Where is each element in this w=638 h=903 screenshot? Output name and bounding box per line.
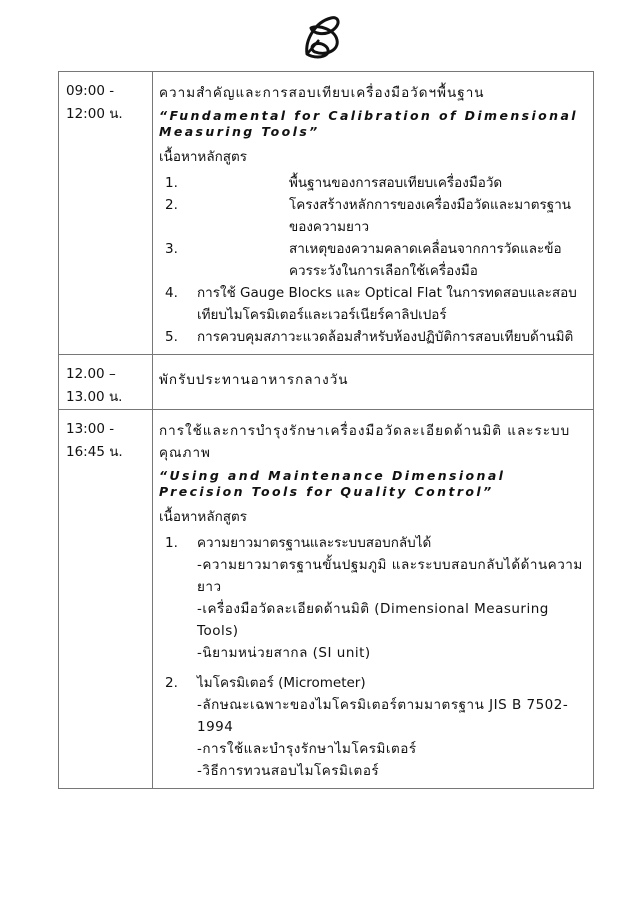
list-item [159, 172, 583, 194]
session-content [153, 355, 594, 410]
item-number: 1. [165, 175, 178, 191]
item-number: 1. [165, 535, 178, 551]
item-text: โครงสร้างหลักการของเครื่องมือวัดและมาตรฐานของความยาว [289, 197, 571, 235]
item-text: การควบคุมสภาวะแวดล้อมสำหรับห้องปฏิบัติการสอบเทียบด้านมิติ [197, 329, 574, 345]
time-text: 09:00 - 12:00 น. [66, 83, 123, 122]
item-number: 4. [165, 285, 178, 301]
time-text: 12.00 – 13.00 น. [66, 366, 123, 405]
schedule-table [58, 71, 594, 789]
item-detail: -การใช้และบำรุงรักษาไมโครมิเตอร์ [197, 741, 417, 757]
item-detail: -เครื่องมือวัดละเอียดด้านมิติ (Dimensional Measuring Tools) [197, 601, 549, 639]
syllabus-list [159, 172, 583, 348]
item-number: 2. [165, 675, 178, 691]
schedule-row-lunch [59, 355, 594, 410]
session-title-en: “Using and Maintenance Dimensional Precision Tools for Quality Control” [159, 468, 506, 499]
syllabus-heading: เนื้อหาหลักสูตร [159, 509, 248, 525]
item-number: 2. [165, 197, 178, 213]
session-content [153, 72, 594, 355]
list-item [159, 238, 583, 282]
session-title-en: “Fundamental for Calibration of Dimensional Measuring Tools” [159, 108, 578, 139]
item-detail: -วิธีการทวนสอบไมโครมิเตอร์ [197, 763, 380, 779]
item-detail: -ลักษณะเฉพาะของไมโครมิเตอร์ตามมาตรฐาน JIS B 7502-1994 [197, 697, 569, 735]
list-item [159, 672, 583, 782]
session-content [153, 410, 594, 789]
item-number: 3. [165, 241, 178, 257]
schedule-row-morning [59, 72, 594, 355]
schedule-row-afternoon [59, 410, 594, 789]
session-time [59, 410, 153, 789]
session-time [59, 72, 153, 355]
list-item [159, 532, 583, 664]
syllabus-list [159, 532, 583, 782]
item-text: สาเหตุของความคลาดเคลื่อนจากการวัดและข้อควรระวังในการเลือกใช้เครื่องมือ [289, 241, 562, 279]
list-item [159, 282, 583, 326]
item-detail: -นิยามหน่วยสากล (SI unit) [197, 645, 371, 661]
item-text: ความยาวมาตรฐานและระบบสอบกลับได้ [197, 535, 432, 551]
item-text: การใช้ Gauge Blocks และ Optical Flat ในการทดสอบและสอบเทียบไมโครมิเตอร์และเวอร์เนียร์คาลิปเปอร์ [197, 285, 577, 323]
list-item [159, 326, 583, 348]
syllabus-heading: เนื้อหาหลักสูตร [159, 149, 248, 165]
session-title-th: การใช้และการบำรุงรักษาเครื่องมือวัดละเอียดด้านมิติ และระบบคุณภาพ [159, 423, 571, 461]
item-detail: -ความยาวมาตรฐานขั้นปฐมภูมิ และระบบสอบกลับได้ด้านความยาว [197, 557, 583, 595]
item-text: พื้นฐานของการสอบเทียบเครื่องมือวัด [289, 175, 503, 191]
swirl-logo-icon [301, 14, 343, 60]
time-text: 13:00 - 16:45 น. [66, 421, 123, 460]
session-time [59, 355, 153, 410]
session-title-th: พักรับประทานอาหารกลางวัน [159, 372, 349, 388]
item-text: ไมโครมิเตอร์ (Micrometer) [197, 675, 366, 691]
item-number: 5. [165, 329, 178, 345]
list-item [159, 194, 583, 238]
session-title-th: ความสำคัญและการสอบเทียบเครื่องมือวัดฯพื้นฐาน [159, 85, 485, 101]
